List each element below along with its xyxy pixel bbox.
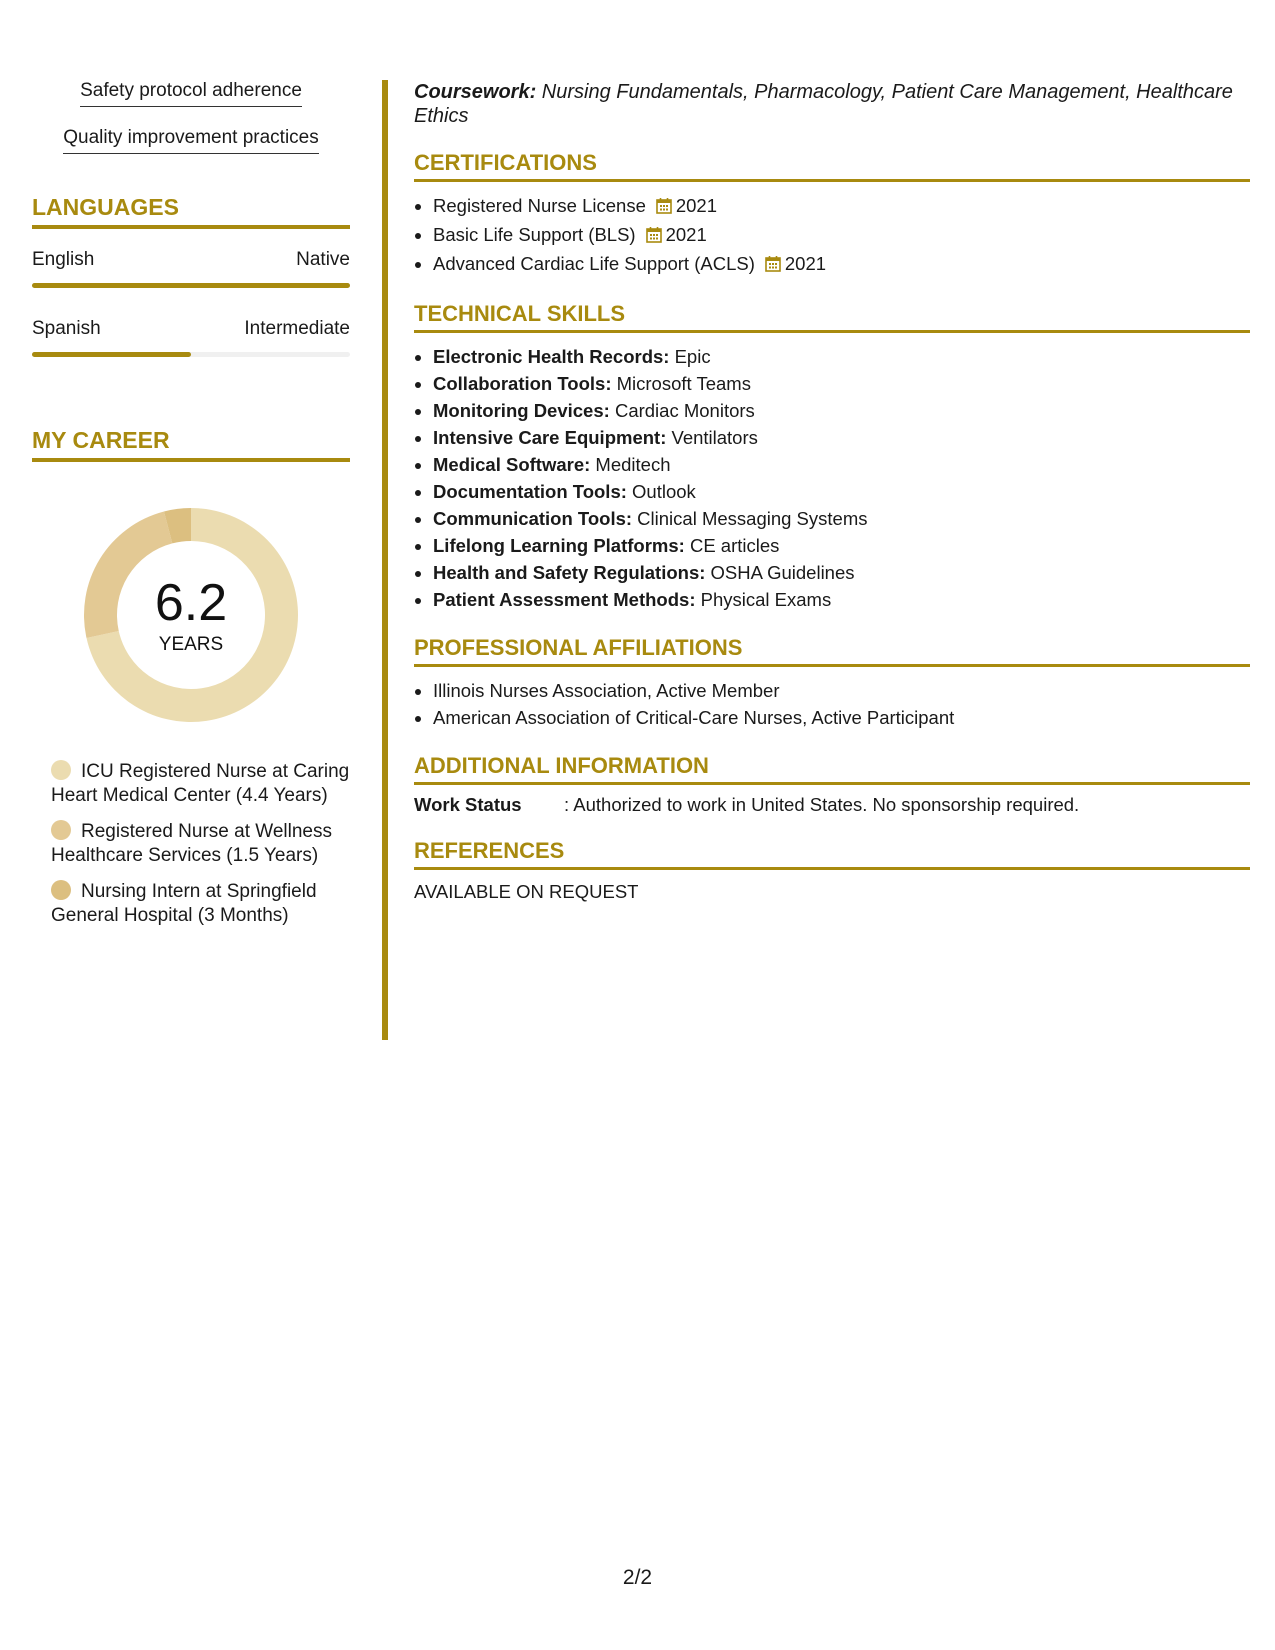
technical-skill-item [433, 343, 1250, 370]
certification-name: Basic Life Support (BLS) [433, 224, 636, 245]
language-item-spanish [32, 318, 350, 357]
skill-value: Epic [669, 346, 711, 367]
certifications-title: CERTIFICATIONS [414, 150, 1250, 182]
certification-name: Registered Nurse License [433, 195, 646, 216]
technical-skills-title: TECHNICAL SKILLS [414, 301, 1250, 333]
column-divider [382, 80, 388, 1040]
skill-value: Physical Exams [695, 589, 832, 610]
skill-label: Electronic Health Records: [433, 346, 670, 367]
skill-label: Monitoring Devices: [433, 400, 610, 421]
language-item-english [32, 249, 350, 288]
work-status-value: : Authorized to work in United States. No sponsorship required. [564, 794, 1080, 815]
skill-label: Health and Safety Regulations: [433, 562, 706, 583]
skill-value: Meditech [590, 454, 671, 475]
technical-skill-item [433, 586, 1250, 613]
skill-label: Documentation Tools: [433, 481, 627, 502]
skill-value: Clinical Messaging Systems [632, 508, 868, 529]
career-item-text: Nursing Intern at Springfield General Hospital (3 Months) [51, 881, 317, 926]
right-column [414, 80, 1250, 903]
work-status [414, 794, 1250, 816]
technical-skills-list [414, 343, 1250, 613]
skill-label: Patient Assessment Methods: [433, 589, 696, 610]
language-level: Native [296, 249, 350, 270]
skill-tag-label: Quality improvement practices [63, 127, 319, 154]
technical-skill-item [433, 424, 1250, 451]
legend-dot [51, 820, 71, 840]
career-item-text: Registered Nurse at Wellness Healthcare Services (1.5 Years) [51, 821, 332, 866]
calendar-icon [646, 223, 662, 250]
skill-value: Microsoft Teams [611, 373, 751, 394]
technical-skill-item [433, 397, 1250, 424]
career-section [32, 427, 350, 928]
technical-skill-item [433, 532, 1250, 559]
language-name: English [32, 249, 95, 270]
affiliation-item: • Illinois Nurses Association, Active Member [433, 677, 1250, 704]
left-column [32, 80, 350, 940]
certifications-list [414, 192, 1250, 279]
technical-skill-item [433, 478, 1250, 505]
coursework-label: Coursework: [414, 81, 537, 103]
calendar-icon [656, 194, 672, 221]
certification-year: 2021 [665, 224, 707, 245]
affiliation-item: • American Association of Critical-Care Nurses, Active Participant [433, 704, 1250, 731]
skill-tag [32, 80, 350, 107]
skill-label: Intensive Care Equipment: [433, 427, 667, 448]
career-legend-item [51, 820, 350, 868]
skill-value: Ventilators [666, 427, 758, 448]
language-level: Intermediate [244, 318, 350, 339]
certification-name: Advanced Cardiac Life Support (ACLS) [433, 253, 755, 274]
technical-skill-item [433, 370, 1250, 397]
career-legend-item [51, 760, 350, 808]
skill-label: Communication Tools: [433, 508, 633, 529]
coursework [414, 80, 1250, 128]
skill-label: Medical Software: [433, 454, 591, 475]
language-bar [32, 283, 350, 288]
references-section [414, 838, 1250, 903]
career-total: 6.2 [154, 574, 228, 632]
skill-label: Collaboration Tools: [433, 373, 612, 394]
language-bar [32, 352, 350, 357]
certification-year: 2021 [784, 253, 827, 274]
certification-year: 2021 [675, 195, 718, 216]
additional-info-title: ADDITIONAL INFORMATION [414, 753, 1250, 785]
legend-dot [51, 880, 71, 900]
technical-skill-item [433, 451, 1250, 478]
additional-info-section [414, 753, 1250, 816]
language-bar-fill [32, 283, 350, 288]
skill-tag-label: Safety protocol adherence [80, 80, 302, 107]
skill-value: OSHA Guidelines [705, 562, 855, 583]
work-status-label: Work Status [414, 794, 522, 815]
technical-skill-item [433, 559, 1250, 586]
skill-value: Cardiac Monitors [609, 400, 755, 421]
technical-skills-section [414, 301, 1250, 613]
career-donut-chart [76, 500, 306, 730]
certification-item [433, 221, 1250, 250]
skill-value: Outlook [626, 481, 696, 502]
legend-dot [51, 760, 71, 780]
career-legend [32, 760, 350, 928]
page-number: 2/2 [622, 1566, 653, 1589]
certification-item [433, 192, 1250, 221]
languages-title: LANGUAGES [32, 194, 350, 229]
coursework-text: Nursing Fundamentals, Pharmacology, Patient Care Management, Healthcare Ethics [414, 81, 1233, 127]
languages-section [32, 194, 350, 357]
calendar-icon [765, 252, 781, 279]
career-legend-item [51, 880, 350, 928]
references-text: AVAILABLE ON REQUEST [414, 881, 639, 902]
affiliations-section [414, 635, 1250, 731]
skill-tag [32, 127, 350, 154]
affiliations-list [414, 677, 1250, 731]
skill-value: CE articles [684, 535, 780, 556]
career-unit: YEARS [158, 634, 224, 655]
technical-skill-item [433, 505, 1250, 532]
career-item-text: ICU Registered Nurse at Caring Heart Medical Center (4.4 Years) [51, 761, 350, 806]
certification-item [433, 250, 1250, 279]
certifications-section [414, 150, 1250, 279]
language-bar-fill [32, 352, 191, 357]
skill-label: Lifelong Learning Platforms: [433, 535, 685, 556]
language-name: Spanish [32, 318, 101, 339]
career-title: MY CAREER [32, 427, 350, 462]
affiliations-title: PROFESSIONAL AFFILIATIONS [414, 635, 1250, 667]
references-title: REFERENCES [414, 838, 1250, 870]
